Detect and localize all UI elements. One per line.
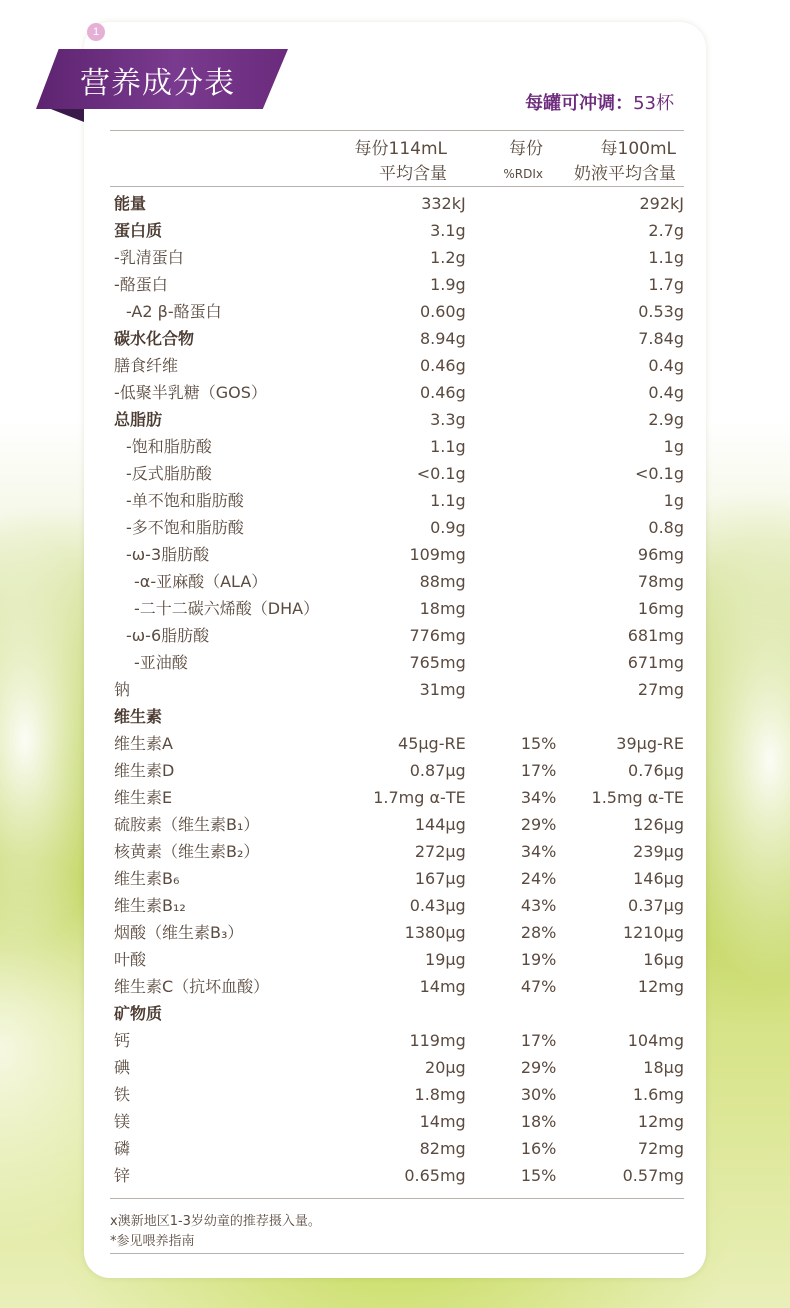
cups-per-can — [525, 89, 674, 115]
per-100ml-value: 671mg — [627, 653, 684, 672]
cups-label: 每罐可冲调： — [525, 93, 634, 114]
nutrient-name: 维生素E — [114, 788, 173, 807]
per-serving-value: 119mg — [409, 1031, 466, 1050]
per-serving-value: 0.87μg — [409, 761, 466, 780]
rdi-percent — [466, 514, 557, 541]
per-serving-value: 167μg — [414, 869, 466, 888]
per-100ml-value: <0.1g — [634, 464, 684, 483]
nutrient-name: -反式脂肪酸 — [126, 464, 212, 483]
rdi-percent — [466, 217, 557, 244]
page-number-badge: 1 — [87, 23, 105, 41]
rdi-percent — [466, 271, 557, 298]
per-serving-value: 765mg — [409, 653, 466, 672]
nutrient-name: 维生素D — [114, 761, 175, 780]
table-row — [110, 568, 684, 595]
rdi-percent: 29% — [520, 815, 557, 834]
per-serving-value: 0.43μg — [409, 896, 466, 915]
table-row — [110, 703, 684, 730]
footnote-divider — [110, 1253, 684, 1254]
rdi-percent — [466, 406, 557, 433]
per-100ml-value: 1g — [663, 437, 684, 456]
nutrient-name: -亚油酸 — [134, 653, 188, 672]
per-100ml-value: 1.6mg — [632, 1085, 684, 1104]
per-serving-value: 144μg — [414, 815, 466, 834]
rdi-percent: 16% — [520, 1139, 557, 1158]
per-serving-value: 3.1g — [430, 221, 466, 240]
header-per-serving — [337, 137, 447, 187]
per-100ml-value: 1.7g — [648, 275, 684, 294]
rdi-percent — [466, 379, 557, 406]
per-serving-value: 1.1g — [430, 437, 466, 456]
per-100ml-value: 1210μg — [622, 923, 684, 942]
table-row — [110, 379, 684, 406]
footnote-rdi: x澳新地区1-3岁幼童的推荐摄入量。 — [110, 1214, 321, 1229]
nutrient-name: 膳食纤维 — [114, 356, 179, 375]
per-serving-value: <0.1g — [416, 464, 466, 483]
per-serving-value: 1.9g — [430, 275, 466, 294]
table-row — [110, 757, 684, 784]
nutrition-table — [110, 190, 684, 1189]
table-row — [110, 1081, 684, 1108]
table-row — [110, 1027, 684, 1054]
per-100ml-value: 239μg — [633, 842, 684, 861]
per-100ml-value: 16mg — [637, 599, 684, 618]
rdi-percent — [466, 190, 557, 217]
nutrient-name: 碘 — [114, 1058, 131, 1077]
nutrient-name: 烟酸（维生素B₃） — [114, 923, 244, 942]
per-serving-value: 0.60g — [419, 302, 466, 321]
nutrient-name: 核黄素（维生素B₂） — [114, 842, 260, 861]
header-per-serving-line2: 平均含量 — [379, 164, 447, 184]
rdi-percent: 43% — [520, 896, 557, 915]
footnote-feeding-guide: *参见喂养指南 — [110, 1234, 195, 1249]
table-row — [110, 433, 684, 460]
per-serving-value: 776mg — [409, 626, 466, 645]
per-serving-value — [360, 703, 466, 730]
nutrient-name: 维生素C（抗坏血酸） — [114, 977, 270, 996]
nutrient-name: 维生素 — [114, 707, 163, 726]
table-row — [110, 1162, 684, 1189]
per-serving-value: 88mg — [419, 572, 466, 591]
rdi-percent — [466, 649, 557, 676]
nutrient-name: 能量 — [114, 194, 147, 213]
header-rdi-line2: %RDIx — [503, 167, 543, 181]
nutrient-name: 维生素B₆ — [114, 869, 180, 888]
table-row — [110, 406, 684, 433]
per-serving-value: 1380μg — [404, 923, 466, 942]
per-100ml-value: 0.76μg — [628, 761, 684, 780]
page-title: 营养成分表 — [80, 66, 235, 101]
table-row — [110, 946, 684, 973]
rdi-percent — [466, 541, 557, 568]
table-row — [110, 460, 684, 487]
table-row — [110, 1000, 684, 1027]
per-100ml-value: 2.9g — [648, 410, 684, 429]
per-serving-value: 82mg — [419, 1139, 466, 1158]
per-100ml-value: 146μg — [633, 869, 684, 888]
per-serving-value: 1.8mg — [414, 1085, 466, 1104]
table-row — [110, 865, 684, 892]
per-serving-value — [360, 1000, 466, 1027]
rdi-percent: 24% — [520, 869, 557, 888]
header-top-divider — [110, 130, 684, 131]
nutrient-name: 磷 — [114, 1139, 131, 1158]
per-100ml-value: 292kJ — [639, 194, 684, 213]
table-row — [110, 298, 684, 325]
per-serving-value: 18mg — [419, 599, 466, 618]
per-100ml-value: 18μg — [643, 1058, 684, 1077]
rdi-percent: 17% — [520, 761, 557, 780]
per-100ml-value: 39μg-RE — [616, 734, 684, 753]
per-100ml-value: 16μg — [643, 950, 684, 969]
per-100ml-value: 96mg — [637, 545, 684, 564]
table-row — [110, 514, 684, 541]
nutrient-name: 铁 — [114, 1085, 131, 1104]
rdi-percent: 29% — [520, 1058, 557, 1077]
header-per100-line1: 每100mL — [600, 139, 676, 159]
rdi-percent: 34% — [520, 788, 557, 807]
rdi-percent: 15% — [520, 1166, 557, 1185]
nutrient-name: -低聚半乳糖（GOS） — [114, 383, 267, 402]
nutrient-name: -ω-6脂肪酸 — [126, 626, 210, 645]
nutrient-name: 锌 — [114, 1166, 131, 1185]
per-serving-value: 0.46g — [419, 356, 466, 375]
per-100ml-value — [556, 1000, 684, 1027]
header-rdi-line1: 每份 — [509, 139, 543, 159]
per-100ml-value: 12mg — [637, 1112, 684, 1131]
rdi-percent — [466, 460, 557, 487]
nutrient-name: -饱和脂肪酸 — [126, 437, 212, 456]
nutrient-name: -α-亚麻酸（ALA） — [134, 572, 268, 591]
nutrient-name: -ω-3脂肪酸 — [126, 545, 210, 564]
table-bottom-divider — [110, 1198, 684, 1199]
header-per-100ml — [560, 137, 676, 187]
per-serving-value: 109mg — [409, 545, 466, 564]
per-serving-value: 1.2g — [430, 248, 466, 267]
table-row — [110, 271, 684, 298]
rdi-percent: 28% — [520, 923, 557, 942]
per-serving-value: 1.7mg α-TE — [373, 788, 466, 807]
rdi-percent — [466, 676, 557, 703]
nutrient-name: -乳清蛋白 — [114, 248, 184, 267]
table-row — [110, 244, 684, 271]
per-serving-value: 14mg — [419, 977, 466, 996]
per-100ml-value: 12mg — [637, 977, 684, 996]
per-serving-value: 31mg — [419, 680, 466, 699]
table-row — [110, 649, 684, 676]
table-row — [110, 487, 684, 514]
header-rdi — [463, 137, 543, 187]
per-100ml-value: 681mg — [627, 626, 684, 645]
per-serving-value: 14mg — [419, 1112, 466, 1131]
per-serving-value: 1.1g — [430, 491, 466, 510]
nutrient-name: -酪蛋白 — [114, 275, 168, 294]
per-100ml-value: 1.5mg α-TE — [591, 788, 684, 807]
table-row — [110, 973, 684, 1000]
nutrient-name: -多不饱和脂肪酸 — [126, 518, 244, 537]
rdi-percent — [466, 325, 557, 352]
table-row — [110, 622, 684, 649]
nutrient-name: 总脂肪 — [114, 410, 163, 429]
nutrient-name: 矿物质 — [114, 1004, 163, 1023]
per-serving-value: 8.94g — [419, 329, 466, 348]
table-row — [110, 325, 684, 352]
nutrient-name: 维生素B₁₂ — [114, 896, 186, 915]
rdi-percent: 30% — [520, 1085, 557, 1104]
per-100ml-value: 78mg — [637, 572, 684, 591]
table-row — [110, 1135, 684, 1162]
rdi-percent: 15% — [520, 734, 557, 753]
per-serving-value: 0.65mg — [404, 1166, 466, 1185]
table-row — [110, 811, 684, 838]
per-100ml-value: 0.8g — [648, 518, 684, 537]
nutrient-name: 维生素A — [114, 734, 173, 753]
header-per100-line2: 奶液平均含量 — [574, 164, 676, 184]
rdi-percent — [466, 568, 557, 595]
rdi-percent — [466, 703, 557, 730]
table-row — [110, 541, 684, 568]
nutrient-name: 钙 — [114, 1031, 131, 1050]
per-serving-value: 272μg — [414, 842, 466, 861]
cups-value: 53杯 — [633, 93, 674, 114]
table-row — [110, 919, 684, 946]
nutrient-name: 钠 — [114, 680, 131, 699]
table-row — [110, 217, 684, 244]
per-100ml-value: 72mg — [637, 1139, 684, 1158]
rdi-percent — [466, 622, 557, 649]
nutrient-name: 蛋白质 — [114, 221, 163, 240]
rdi-percent — [466, 487, 557, 514]
per-serving-value: 0.9g — [430, 518, 466, 537]
rdi-percent: 17% — [520, 1031, 557, 1050]
rdi-percent — [466, 298, 557, 325]
rdi-percent — [466, 352, 557, 379]
table-row — [110, 1108, 684, 1135]
nutrient-name: 叶酸 — [114, 950, 147, 969]
rdi-percent — [466, 433, 557, 460]
per-100ml-value — [556, 703, 684, 730]
per-100ml-value: 0.57mg — [622, 1166, 684, 1185]
nutrient-name: -二十二碳六烯酸（DHA） — [134, 599, 320, 618]
header-bottom-divider — [110, 186, 684, 187]
rdi-percent — [466, 1000, 557, 1027]
table-row — [110, 784, 684, 811]
rdi-percent: 19% — [520, 950, 557, 969]
table-row — [110, 352, 684, 379]
header-per-serving-line1: 每份114mL — [354, 139, 447, 159]
per-serving-value: 3.3g — [430, 410, 466, 429]
table-row — [110, 730, 684, 757]
table-row — [110, 892, 684, 919]
table-row — [110, 838, 684, 865]
table-row — [110, 676, 684, 703]
per-100ml-value: 2.7g — [648, 221, 684, 240]
per-serving-value: 0.46g — [419, 383, 466, 402]
per-serving-value: 19μg — [425, 950, 466, 969]
rdi-percent: 18% — [520, 1112, 557, 1131]
rdi-percent: 47% — [520, 977, 557, 996]
table-row — [110, 595, 684, 622]
rdi-percent: 34% — [520, 842, 557, 861]
per-serving-value: 332kJ — [421, 194, 466, 213]
per-100ml-value: 1g — [663, 491, 684, 510]
per-100ml-value: 0.37μg — [628, 896, 684, 915]
per-100ml-value: 0.4g — [648, 383, 684, 402]
per-100ml-value: 7.84g — [638, 329, 684, 348]
nutrient-name: 镁 — [114, 1112, 131, 1131]
per-serving-value: 20μg — [425, 1058, 466, 1077]
per-serving-value: 45μg-RE — [398, 734, 466, 753]
nutrient-name: -单不饱和脂肪酸 — [126, 491, 244, 510]
per-100ml-value: 0.53g — [638, 302, 684, 321]
nutrient-name: 碳水化合物 — [114, 329, 195, 348]
table-row — [110, 1054, 684, 1081]
rdi-percent — [466, 595, 557, 622]
rdi-percent — [466, 244, 557, 271]
nutrient-name: -A2 β-酪蛋白 — [126, 302, 222, 321]
table-row — [110, 190, 684, 217]
per-100ml-value: 0.4g — [648, 356, 684, 375]
per-100ml-value: 1.1g — [648, 248, 684, 267]
per-100ml-value: 126μg — [633, 815, 684, 834]
per-100ml-value: 27mg — [637, 680, 684, 699]
per-100ml-value: 104mg — [627, 1031, 684, 1050]
nutrient-name: 硫胺素（维生素B₁） — [114, 815, 260, 834]
